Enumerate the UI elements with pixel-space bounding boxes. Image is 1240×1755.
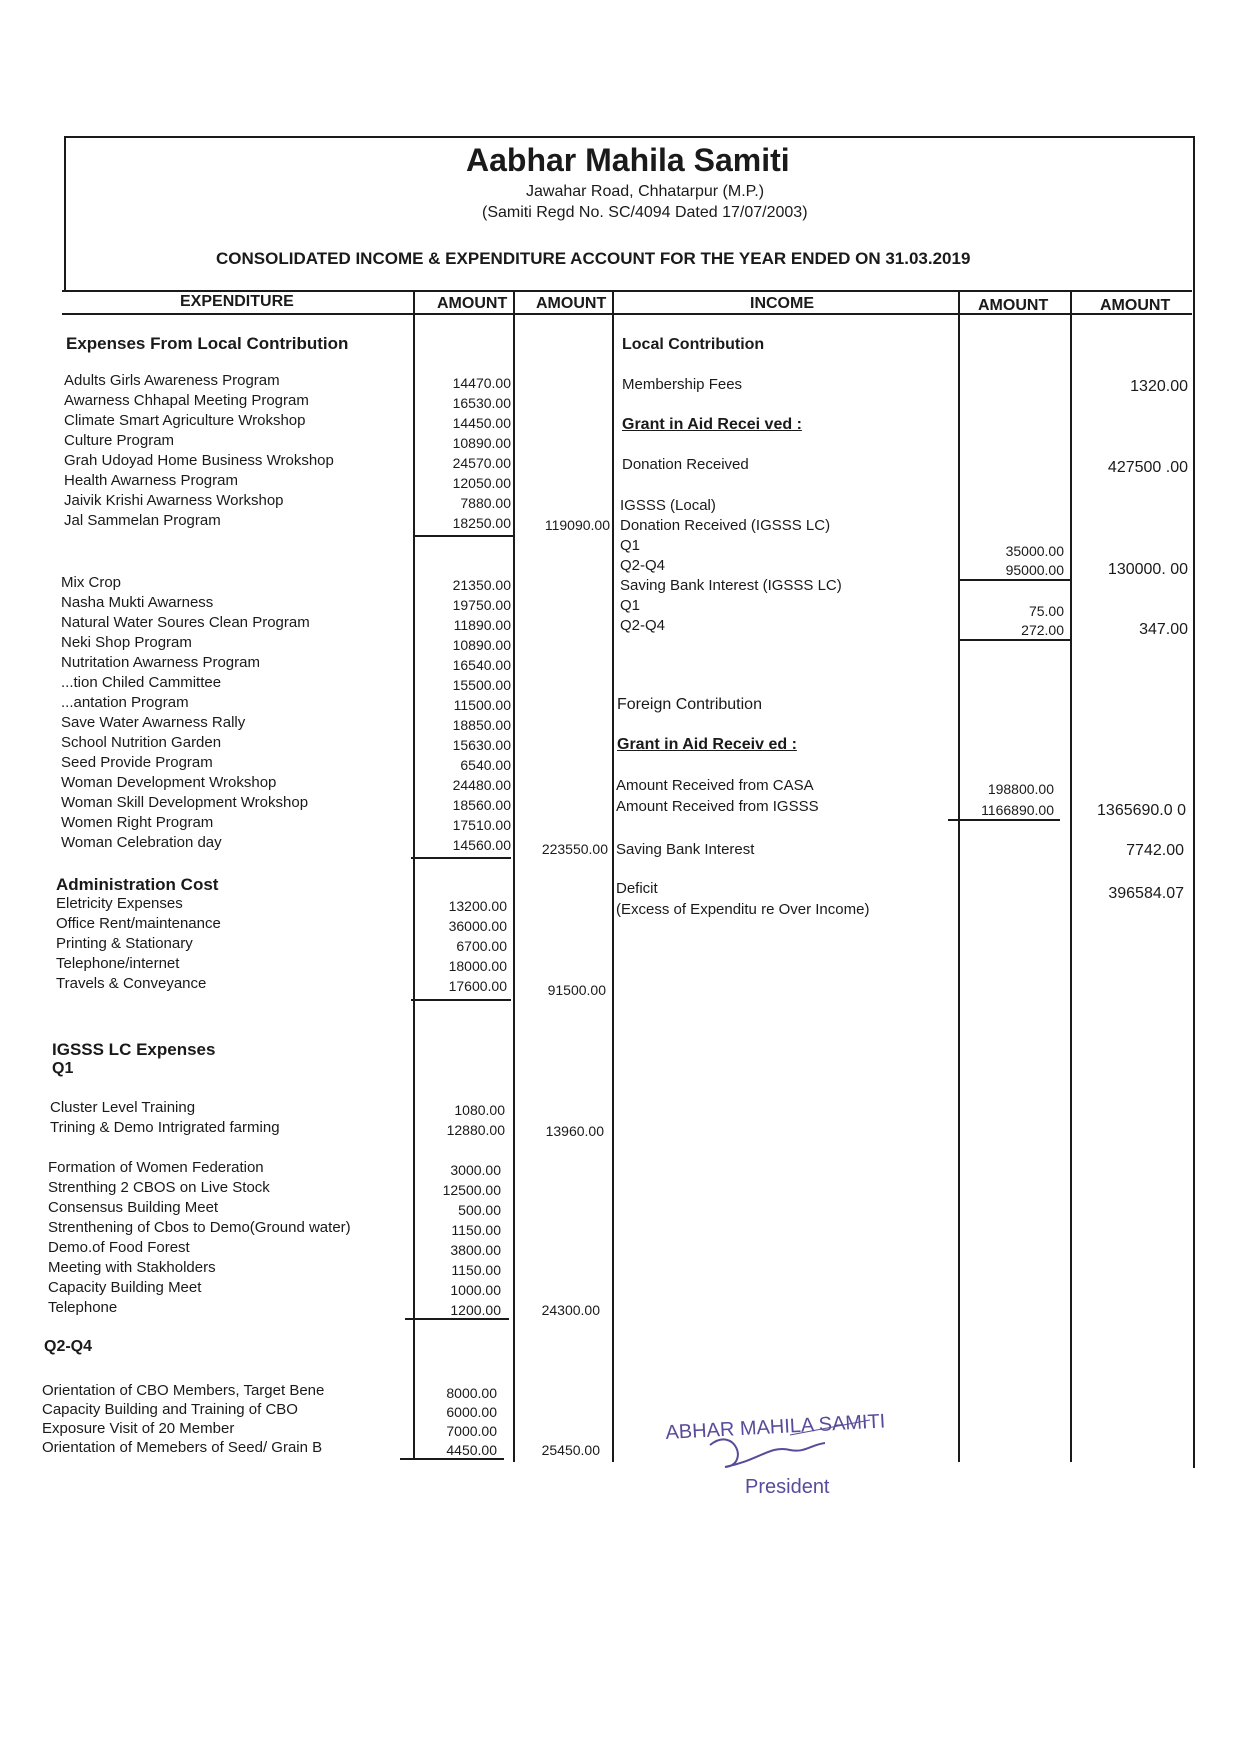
income-membership-fees: Membership Fees [622,376,743,393]
igsss-q1b-item-name: Consensus Building Meet [48,1199,219,1216]
igsss-q1b-item-name: Strenthing 2 CBOS on Live Stock [48,1179,270,1196]
local-group1-item-amount: 7880.00 [460,495,511,511]
local-group1-item-amount: 16530.00 [452,395,511,411]
admin-item-amount: 6700.00 [456,938,507,954]
amount-header-2: AMOUNT [536,295,607,312]
local-group1-item-name: Climate Smart Agriculture Wrokshop [64,412,306,429]
local-group2-item-name: Natural Water Soures Clean Program [61,614,310,631]
admin-item-amount: 13200.00 [448,898,507,914]
income-sbi-q1-amount: 75.00 [1028,603,1064,619]
local-group2-item-amount: 16540.00 [452,657,511,673]
income-foreign-total: 1365690.0 0 [1097,802,1186,819]
income-foreign-grant: Grant in Aid Receiv ed : [617,736,797,753]
col-line-4 [958,292,960,1462]
income-local-heading: Local Contribution [622,336,765,353]
income-q2q4-label: Q2-Q4 [620,557,666,574]
local-group1-item-name: Health Awarness Program [64,472,238,489]
igsss-q1b-item-amount: 3000.00 [450,1162,501,1178]
local-group2-item-amount: 18850.00 [452,717,511,733]
income-deficit: Deficit [616,880,658,897]
local-group2-item-amount: 18560.00 [452,797,511,813]
igsss-q1a-item-amount: 12880.00 [446,1122,505,1138]
igsss-q1b-item-name: Formation of Women Federation [48,1159,264,1176]
local-group2-item-name: Woman Celebration day [61,834,222,851]
income-donation-igsss-total: 130000. 00 [1107,561,1188,578]
local-group2-item-name: Nasha Mukti Awarness [61,594,214,611]
income-deficit-amount: 396584.07 [1108,885,1184,902]
local-group1-item-name: Jal Sammelan Program [64,512,221,529]
stamp-org: ABHAR MAHILA SAMITI [664,1410,886,1444]
local-group1-item-amount: 14470.00 [452,375,511,391]
igsss-q1b-item-name: Telephone [48,1299,118,1316]
local-group1-total: 119090.00 [544,517,610,533]
igsss-q1b-item-amount: 1200.00 [450,1302,501,1318]
local-group1-item-name: Grah Udoyad Home Business Wrokshop [64,452,334,469]
local-group2-underline [411,857,511,859]
local-group2-item-amount: 11890.00 [453,617,511,633]
igsss-q1b-item-name: Capacity Building Meet [48,1279,202,1296]
amount-header-3: AMOUNT [978,297,1049,314]
income-membership-amount: 1320.00 [1130,378,1188,395]
org-name: Aabhar Mahila Samiti [466,142,790,178]
admin-item-amount: 18000.00 [448,958,507,974]
local-group2-item-name: Nutritation Awarness Program [61,654,260,671]
amount-header-4: AMOUNT [1100,297,1171,314]
income-q1-label: Q1 [620,537,641,554]
admin-item-name: Office Rent/maintenance [56,915,221,932]
local-group2-item-amount: 17510.00 [452,817,511,833]
local-group2-total: 223550.00 [541,841,608,857]
igsss-q1b-item-name: Demo.of Food Forest [48,1239,190,1256]
local-group2-item-amount: 24480.00 [452,777,511,793]
local-group2-item-amount: 14560.00 [452,837,511,853]
igsss-q1b-item-amount: 500.00 [458,1202,501,1218]
local-group1-underline [413,535,513,537]
igsss-q1b-total: 24300.00 [541,1302,600,1318]
income-underline-3 [948,819,1060,821]
igsss-q2-total: 25450.00 [541,1442,600,1458]
igsss-q2-item-amount: 7000.00 [446,1423,497,1439]
income-sbi-q2q4-amount: 272.00 [1021,622,1064,638]
income-q1-amount: 35000.00 [1005,543,1064,559]
income-sbi-q1-label: Q1 [620,597,641,614]
local-group1-item-name: Awarness Chhapal Meeting Program [64,392,309,409]
frame-right-line [1193,136,1195,1468]
income-igsss-local: IGSSS (Local) [620,497,716,514]
income-sbi-q2q4-label: Q2-Q4 [620,617,666,634]
local-group2-item-name: Mix Crop [61,574,122,591]
stamp-role: President [745,1476,830,1498]
admin-item-amount: 36000.00 [448,918,507,934]
income-deficit-note: (Excess of Expenditu re Over Income) [616,901,870,918]
local-group1-item-amount: 14450.00 [452,415,511,431]
expenditure-header: EXPENDITURE [180,293,294,310]
frame-top-line [66,136,1194,138]
income-donation-igsss: Donation Received (IGSSS LC) [620,517,831,534]
igsss-q1b-item-amount: 1150.00 [451,1262,501,1278]
admin-heading: Administration Cost [56,875,219,894]
local-group2-item-amount: 6540.00 [460,757,511,773]
local-group2-item-name: ...antation Program [61,694,189,711]
col-line-2 [513,292,515,1462]
local-group2-item-name: ...tion Chiled Cammittee [61,674,222,691]
income-foreign-heading: Foreign Contribution [617,696,762,713]
income-donation-received: Donation Received [622,456,749,473]
local-group2-item-amount: 19750.00 [452,597,511,613]
income-underline-1 [958,579,1070,581]
income-saving-interest-amount: 7742.00 [1126,842,1184,859]
local-group1-item-amount: 24570.00 [452,455,511,471]
igsss-q1b-item-amount: 1150.00 [451,1222,501,1238]
income-igsss: Amount Received from IGSSS [616,798,819,815]
org-address: Jawahar Road, Chhatarpur (M.P.) [526,183,765,200]
local-group2-item-amount: 15500.00 [452,677,511,693]
igsss-q1b-underline [405,1318,509,1320]
admin-item-name: Telephone/internet [56,955,180,972]
local-group1-item-name: Jaivik Krishi Awarness Workshop [64,492,284,509]
igsss-q2-item-name: Capacity Building and Training of CBO [42,1401,298,1418]
registration-text: (Samiti Regd No. SC/4094 Dated 17/07/2003) [482,204,808,221]
admin-item-name: Travels & Conveyance [56,975,207,992]
local-group2-item-amount: 21350.00 [452,577,511,593]
income-casa: Amount Received from CASA [616,777,814,794]
igsss-q2-item-amount: 8000.00 [446,1385,497,1401]
admin-total: 91500.00 [547,982,606,998]
local-group1-item-amount: 18250.00 [452,515,511,531]
income-q2q4-amount: 95000.00 [1005,562,1064,578]
igsss-q1a-item-amount: 1080.00 [454,1102,505,1118]
igsss-q2-item-amount: 4450.00 [446,1442,497,1458]
igsss-q1a-total: 13960.00 [545,1123,604,1139]
igsss-heading: IGSSS LC Expenses [52,1040,216,1059]
frame-left-line [64,136,66,291]
local-expenses-heading: Expenses From Local Contribution [66,334,349,353]
igsss-q1-label: Q1 [52,1060,74,1077]
igsss-q1b-item-amount: 3800.00 [450,1242,501,1258]
admin-item-amount: 17600.00 [448,978,507,994]
local-group2-item-name: Women Right Program [61,814,214,831]
account-title: CONSOLIDATED INCOME & EXPENDITURE ACCOUNT FOR THE YEAR ENDED ON 31.03.2019 [216,249,971,268]
col-line-3 [612,292,614,1462]
igsss-q1a-item-name: Trining & Demo Intrigrated farming [50,1119,280,1136]
igsss-q1a-item-name: Cluster Level Training [50,1099,196,1116]
igsss-q1b-item-name: Meeting with Stakholders [48,1259,216,1276]
local-group2-item-name: School Nutrition Garden [61,734,222,751]
igsss-q2-label: Q2-Q4 [44,1338,93,1355]
income-saving-interest-igsss: Saving Bank Interest (IGSSS LC) [620,577,842,594]
igsss-q1b-item-name: Strenthening of Cbos to Demo(Ground water) [48,1219,351,1236]
igsss-q2-item-name: Orientation of Memebers of Seed/ Grain B [42,1439,323,1456]
igsss-q2-item-name: Orientation of CBO Members, Target Bene [42,1382,325,1399]
admin-item-name: Printing & Stationary [56,935,193,952]
income-igsss-amount: 1166890.00 [981,802,1054,818]
local-group1-item-amount: 10890.00 [452,435,511,451]
amount-header-1: AMOUNT [437,295,508,312]
igsss-q2-item-amount: 6000.00 [446,1404,497,1420]
local-group1-item-name: Adults Girls Awareness Program [64,372,280,389]
local-group2-item-amount: 11500.00 [453,697,511,713]
income-underline-2 [958,639,1070,641]
local-group2-item-amount: 10890.00 [452,637,511,653]
admin-item-name: Eletricity Expenses [56,895,183,912]
income-header: INCOME [750,295,814,312]
local-group2-item-name: Seed Provide Program [61,754,213,771]
income-sbi-total: 347.00 [1139,621,1188,638]
income-donation-amount: 427500 .00 [1107,459,1188,476]
local-group2-item-name: Save Water Awarness Rally [61,714,246,731]
local-group1-item-name: Culture Program [64,432,175,449]
local-group2-item-name: Woman Development Wrokshop [61,774,277,791]
president-stamp [640,1405,940,1515]
local-group1-item-amount: 12050.00 [452,475,511,491]
local-group2-item-name: Woman Skill Development Wrokshop [61,794,309,811]
igsss-q2-underline [400,1458,504,1460]
igsss-q1b-item-amount: 12500.00 [442,1182,501,1198]
income-grant-heading: Grant in Aid Recei ved : [622,416,802,433]
local-group2-item-amount: 15630.00 [452,737,511,753]
igsss-q1b-item-amount: 1000.00 [450,1282,501,1298]
col-line-5 [1070,292,1072,1462]
igsss-q2-item-name: Exposure Visit of 20 Member [42,1420,235,1437]
header-top-line [62,290,1192,292]
local-group2-item-name: Neki Shop Program [61,634,192,651]
income-casa-amount: 198800.00 [987,781,1054,797]
income-saving-interest: Saving Bank Interest [616,841,755,858]
admin-underline [411,999,511,1001]
